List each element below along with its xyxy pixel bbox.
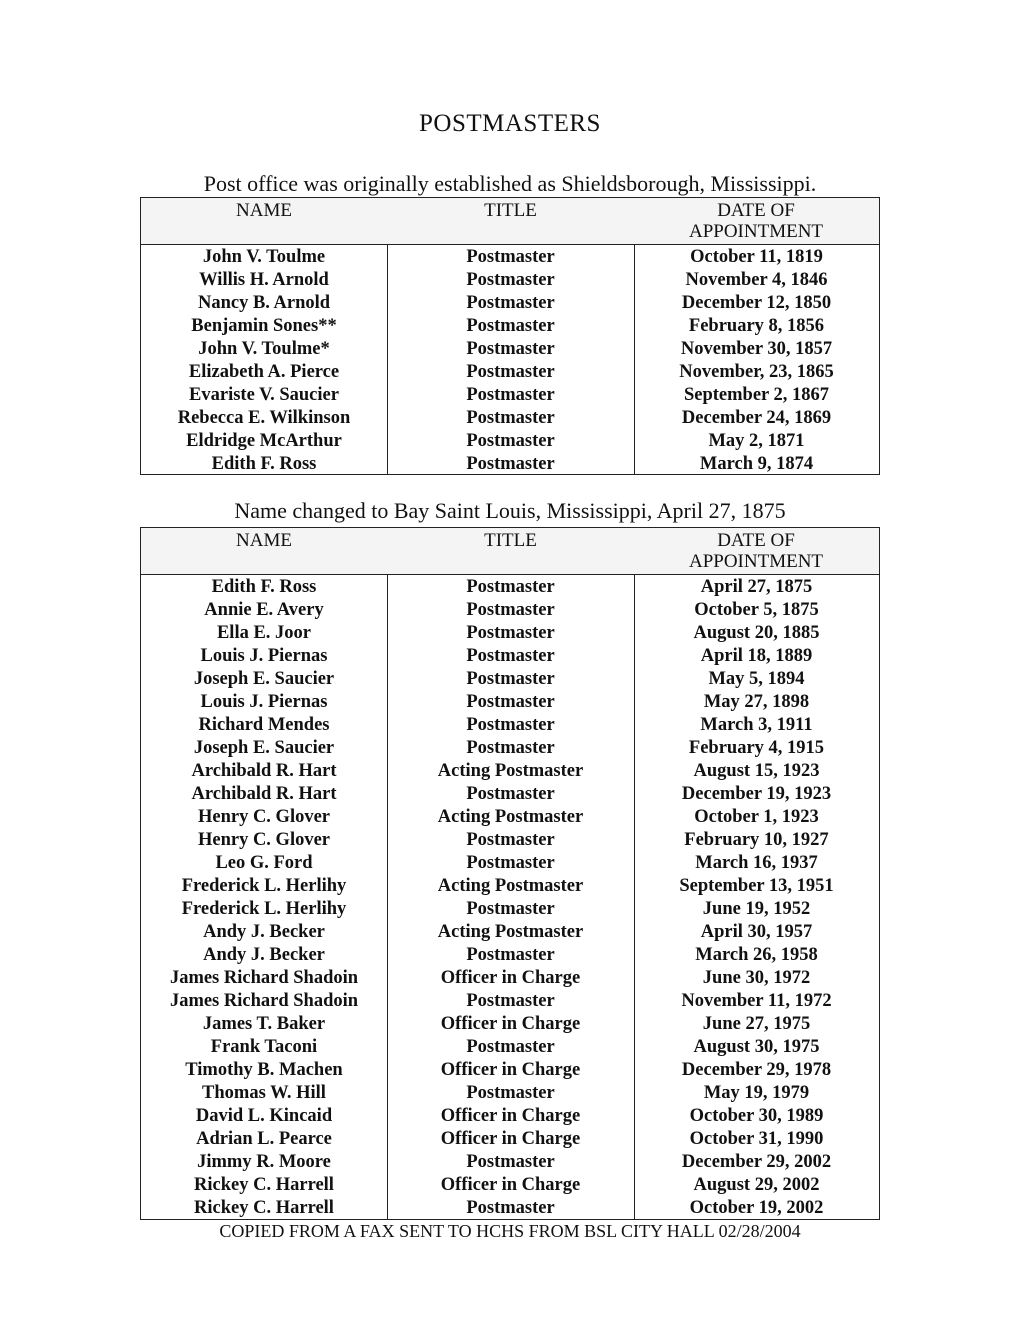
cell-title: Postmaster — [466, 339, 555, 359]
cell-title: Postmaster — [466, 623, 555, 643]
cell-date: August 30, 1975 — [693, 1037, 820, 1057]
cell-name: Nancy B. Arnold — [197, 293, 331, 313]
cell-title: Postmaster — [466, 270, 555, 290]
cell-date: December 19, 1923 — [681, 784, 832, 804]
cell-title: Officer in Charge — [440, 968, 581, 988]
cell-name: Louis J. Piernas — [200, 646, 328, 666]
cell-title: Postmaster — [466, 293, 555, 313]
cell-name: Thomas W. Hill — [202, 1083, 326, 1103]
table-row — [141, 1013, 879, 1036]
table-row — [141, 1036, 879, 1059]
cell-date: May 2, 1871 — [708, 431, 805, 451]
cell-title: Postmaster — [466, 1152, 555, 1172]
table-row — [141, 829, 879, 852]
cell-title: Postmaster — [466, 431, 555, 451]
cell-name: Eldridge McArthur — [186, 431, 342, 451]
cell-title: Postmaster — [466, 784, 555, 804]
cell-date: November 4, 1846 — [685, 270, 828, 290]
cell-date: May 19, 1979 — [703, 1083, 810, 1103]
table-row — [141, 361, 879, 384]
cell-date: March 3, 1911 — [700, 715, 813, 735]
cell-date: November, 23, 1865 — [679, 362, 834, 382]
table2-caption: Name changed to Bay Saint Louis, Mississippi, April 27, 1875 — [234, 498, 786, 523]
cell-name: Richard Mendes — [198, 715, 330, 735]
cell-date: March 9, 1874 — [699, 454, 814, 474]
cell-date: June 30, 1972 — [702, 968, 811, 988]
table-row — [141, 407, 879, 430]
cell-name: Timothy B. Machen — [185, 1060, 343, 1080]
header-name: NAME — [236, 530, 292, 551]
cell-date: September 13, 1951 — [679, 876, 834, 896]
cell-name: Andy J. Becker — [203, 922, 325, 942]
cell-name: Andy J. Becker — [203, 945, 325, 965]
table-row — [141, 691, 879, 714]
cell-title: Postmaster — [466, 408, 555, 428]
cell-date: March 26, 1958 — [695, 945, 818, 965]
cell-name: Adrian L. Pearce — [196, 1129, 332, 1149]
table-row — [141, 269, 879, 292]
table-body — [141, 576, 879, 1220]
cell-date: December 12, 1850 — [681, 293, 832, 313]
cell-date: October 1, 1923 — [694, 807, 819, 827]
cell-title: Postmaster — [466, 247, 555, 267]
cell-title: Postmaster — [466, 715, 555, 735]
postmasters-table-bay-saint-louis — [140, 527, 880, 1220]
cell-title: Postmaster — [466, 853, 555, 873]
cell-date: November 30, 1857 — [680, 339, 833, 359]
table-row — [141, 783, 879, 806]
cell-date: December 29, 1978 — [681, 1060, 832, 1080]
header-title: TITLE — [484, 200, 537, 221]
cell-date: August 15, 1923 — [693, 761, 820, 781]
cell-title: Postmaster — [466, 738, 555, 758]
cell-date: June 19, 1952 — [702, 899, 811, 919]
cell-name: Jimmy R. Moore — [197, 1152, 331, 1172]
table-header — [141, 528, 879, 575]
table-row — [141, 737, 879, 760]
postmasters-table-shieldsborough — [140, 197, 880, 475]
cell-name: Louis J. Piernas — [200, 692, 328, 712]
cell-title: Postmaster — [466, 945, 555, 965]
table-row — [141, 1151, 879, 1174]
cell-name: Elizabeth A. Pierce — [188, 362, 340, 382]
table-row — [141, 430, 879, 453]
table-row — [141, 292, 879, 315]
cell-title: Postmaster — [466, 1037, 555, 1057]
cell-title: Postmaster — [466, 600, 555, 620]
table-row — [141, 967, 879, 990]
cell-title: Postmaster — [466, 646, 555, 666]
cell-name: James Richard Shadoin — [169, 991, 359, 1011]
cell-title: Postmaster — [466, 692, 555, 712]
page-title: POSTMASTERS — [419, 110, 601, 137]
cell-name: James Richard Shadoin — [169, 968, 359, 988]
cell-date: December 24, 1869 — [681, 408, 832, 428]
table-row — [141, 599, 879, 622]
cell-title: Postmaster — [466, 316, 555, 336]
table-body — [141, 246, 879, 476]
cell-date: October 30, 1989 — [689, 1106, 824, 1126]
cell-date: September 2, 1867 — [683, 385, 830, 405]
cell-title: Postmaster — [466, 454, 555, 474]
table-row — [141, 921, 879, 944]
cell-title: Postmaster — [466, 899, 555, 919]
cell-name: Evariste V. Saucier — [189, 385, 339, 405]
table-row — [141, 1082, 879, 1105]
table-row — [141, 1128, 879, 1151]
cell-name: Leo G. Ford — [215, 853, 313, 873]
cell-name: Joseph E. Saucier — [193, 738, 335, 758]
table-row — [141, 645, 879, 668]
cell-date: October 31, 1990 — [689, 1129, 824, 1149]
header-name: NAME — [236, 200, 292, 221]
cell-title: Postmaster — [466, 577, 555, 597]
cell-name: James T. Baker — [202, 1014, 326, 1034]
cell-date: February 4, 1915 — [688, 738, 825, 758]
cell-name: John V. Toulme — [202, 247, 326, 267]
cell-name: Ella E. Joor — [216, 623, 312, 643]
cell-title: Acting Postmaster — [437, 761, 584, 781]
table-row — [141, 806, 879, 829]
table-row — [141, 852, 879, 875]
cell-name: Henry C. Glover — [197, 830, 331, 850]
table-row — [141, 338, 879, 361]
cell-date: October 19, 2002 — [689, 1198, 824, 1218]
cell-title: Officer in Charge — [440, 1014, 581, 1034]
table-row — [141, 714, 879, 737]
cell-name: Benjamin Sones** — [191, 316, 337, 336]
table-row — [141, 315, 879, 338]
cell-name: Rickey C. Harrell — [194, 1175, 334, 1195]
table-row — [141, 990, 879, 1013]
header-date: DATE OF APPOINTMENT — [688, 530, 824, 572]
header-title: TITLE — [484, 530, 537, 551]
cell-name: Frederick L. Herlihy — [181, 899, 347, 919]
cell-title: Acting Postmaster — [437, 876, 584, 896]
table-row — [141, 622, 879, 645]
cell-title: Postmaster — [466, 1198, 555, 1218]
cell-title: Postmaster — [466, 385, 555, 405]
cell-name: John V. Toulme* — [198, 339, 330, 359]
cell-title: Postmaster — [466, 830, 555, 850]
table1-caption: Post office was originally established as Shieldsborough, Mississippi. — [203, 171, 817, 196]
cell-date: August 29, 2002 — [693, 1175, 820, 1195]
table-row — [141, 1105, 879, 1128]
cell-date: February 10, 1927 — [684, 830, 829, 850]
cell-name: Willis H. Arnold — [199, 270, 329, 290]
cell-title: Postmaster — [466, 669, 555, 689]
cell-name: Joseph E. Saucier — [193, 669, 335, 689]
cell-name: Frederick L. Herlihy — [181, 876, 347, 896]
source-note: COPIED FROM A FAX SENT TO HCHS FROM BSL CITY HALL 02/28/2004 — [219, 1221, 801, 1241]
cell-date: June 27, 1975 — [702, 1014, 811, 1034]
table-row — [141, 246, 879, 269]
cell-title: Officer in Charge — [440, 1060, 581, 1080]
table-row — [141, 898, 879, 921]
cell-title: Acting Postmaster — [437, 922, 584, 942]
cell-name: Henry C. Glover — [197, 807, 331, 827]
cell-date: April 27, 1875 — [700, 577, 813, 597]
cell-title: Officer in Charge — [440, 1175, 581, 1195]
cell-name: David L. Kincaid — [195, 1106, 333, 1126]
cell-name: Edith F. Ross — [211, 454, 317, 474]
cell-date: February 8, 1856 — [688, 316, 825, 336]
cell-name: Rickey C. Harrell — [194, 1198, 334, 1218]
cell-date: October 5, 1875 — [694, 600, 819, 620]
cell-name: Rebecca E. Wilkinson — [177, 408, 351, 428]
cell-title: Postmaster — [466, 362, 555, 382]
table-row — [141, 760, 879, 783]
cell-name: Frank Taconi — [210, 1037, 318, 1057]
cell-title: Officer in Charge — [440, 1106, 581, 1126]
table-row — [141, 576, 879, 599]
cell-title: Officer in Charge — [440, 1129, 581, 1149]
cell-date: April 18, 1889 — [700, 646, 813, 666]
cell-name: Archibald R. Hart — [191, 761, 337, 781]
table-row — [141, 668, 879, 691]
cell-date: April 30, 1957 — [700, 922, 813, 942]
cell-date: May 27, 1898 — [703, 692, 810, 712]
cell-date: May 5, 1894 — [708, 669, 805, 689]
table-row — [141, 1059, 879, 1082]
cell-date: August 20, 1885 — [693, 623, 820, 643]
cell-name: Annie E. Avery — [204, 600, 324, 620]
cell-name: Archibald R. Hart — [191, 784, 337, 804]
table-row — [141, 1174, 879, 1197]
table-row — [141, 384, 879, 407]
header-date: DATE OF APPOINTMENT — [688, 200, 824, 242]
cell-date: October 11, 1819 — [690, 247, 823, 267]
table-row — [141, 944, 879, 967]
cell-title: Postmaster — [466, 991, 555, 1011]
cell-date: March 16, 1937 — [695, 853, 818, 873]
cell-title: Postmaster — [466, 1083, 555, 1103]
table-row — [141, 875, 879, 898]
cell-title: Acting Postmaster — [437, 807, 584, 827]
cell-name: Edith F. Ross — [211, 577, 317, 597]
table-row — [141, 1197, 879, 1220]
table-row — [141, 453, 879, 476]
cell-date: December 29, 2002 — [681, 1152, 832, 1172]
table-header — [141, 198, 879, 245]
cell-date: November 11, 1972 — [681, 991, 832, 1011]
